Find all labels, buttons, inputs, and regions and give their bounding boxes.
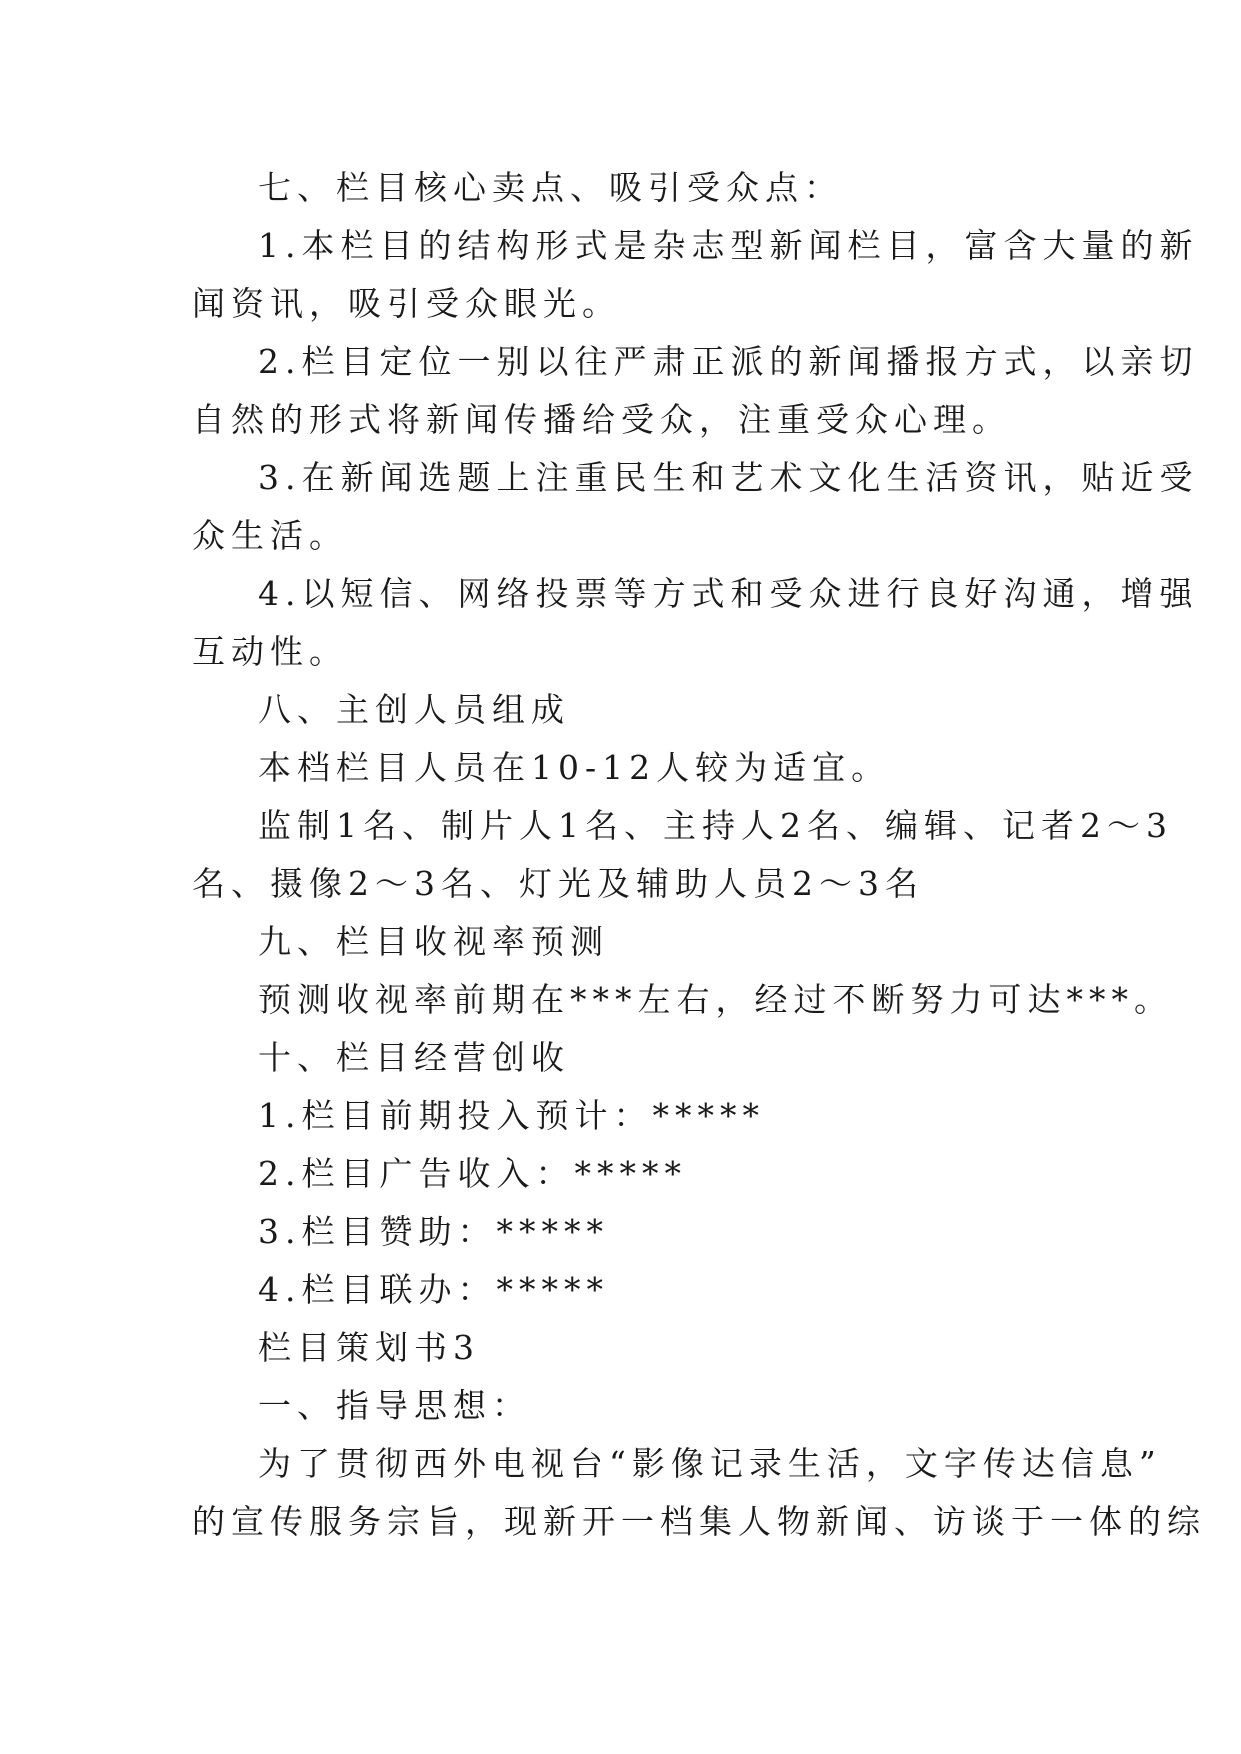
document-title: 栏目策划书3 [258,1328,480,1367]
paragraph-line: 名、摄像2～3名、灯光及辅助人员2～3名 [192,864,924,903]
paragraph-line: 本档栏目人员在10-12人较为适宜。 [258,748,891,787]
paragraph-line: 互动性。 [192,632,348,671]
section-heading-guiding-idea: 一、指导思想： [258,1386,531,1425]
section-heading-ratings: 九、栏目收视率预测 [258,922,609,961]
paragraph-line: 3.在新闻选题上注重民生和艺术文化生活资讯，贴近受 [258,458,1199,497]
paragraph-line: 众生活。 [192,516,348,555]
paragraph-line: 2.栏目定位一别以往严肃正派的新闻播报方式，以亲切 [258,342,1199,381]
paragraph-line: 预测收视率前期在***左右，经过不断努力可达***。 [258,980,1173,1019]
list-item: 1.栏目前期投入预计：***** [258,1096,765,1135]
list-item: 2.栏目广告收入：***** [258,1154,687,1193]
paragraph-line: 4.以短信、网络投票等方式和受众进行良好沟通，增强 [258,574,1199,613]
list-item: 4.栏目联办：***** [258,1270,609,1309]
paragraph-line: 1.本栏目的结构形式是杂志型新闻栏目，富含大量的新 [258,226,1199,265]
paragraph-line: 监制1名、制片人1名、主持人2名、编辑、记者2～3 [258,806,1173,845]
paragraph-line: 自然的形式将新闻传播给受众，注重受众心理。 [192,400,1011,439]
section-heading-revenue: 十、栏目经营创收 [258,1038,570,1077]
paragraph-line: 的宣传服务宗旨，现新开一档集人物新闻、访谈于一体的综 [192,1502,1206,1541]
section-heading-selling-points: 七、栏目核心卖点、吸引受众点： [258,168,843,207]
list-item: 3.栏目赞助：***** [258,1212,609,1251]
section-heading-staff: 八、主创人员组成 [258,690,570,729]
paragraph-line: 为了贯彻西外电视台“影像记录生活，文字传达信息” [258,1444,1162,1483]
paragraph-line: 闻资讯，吸引受众眼光。 [192,284,621,323]
